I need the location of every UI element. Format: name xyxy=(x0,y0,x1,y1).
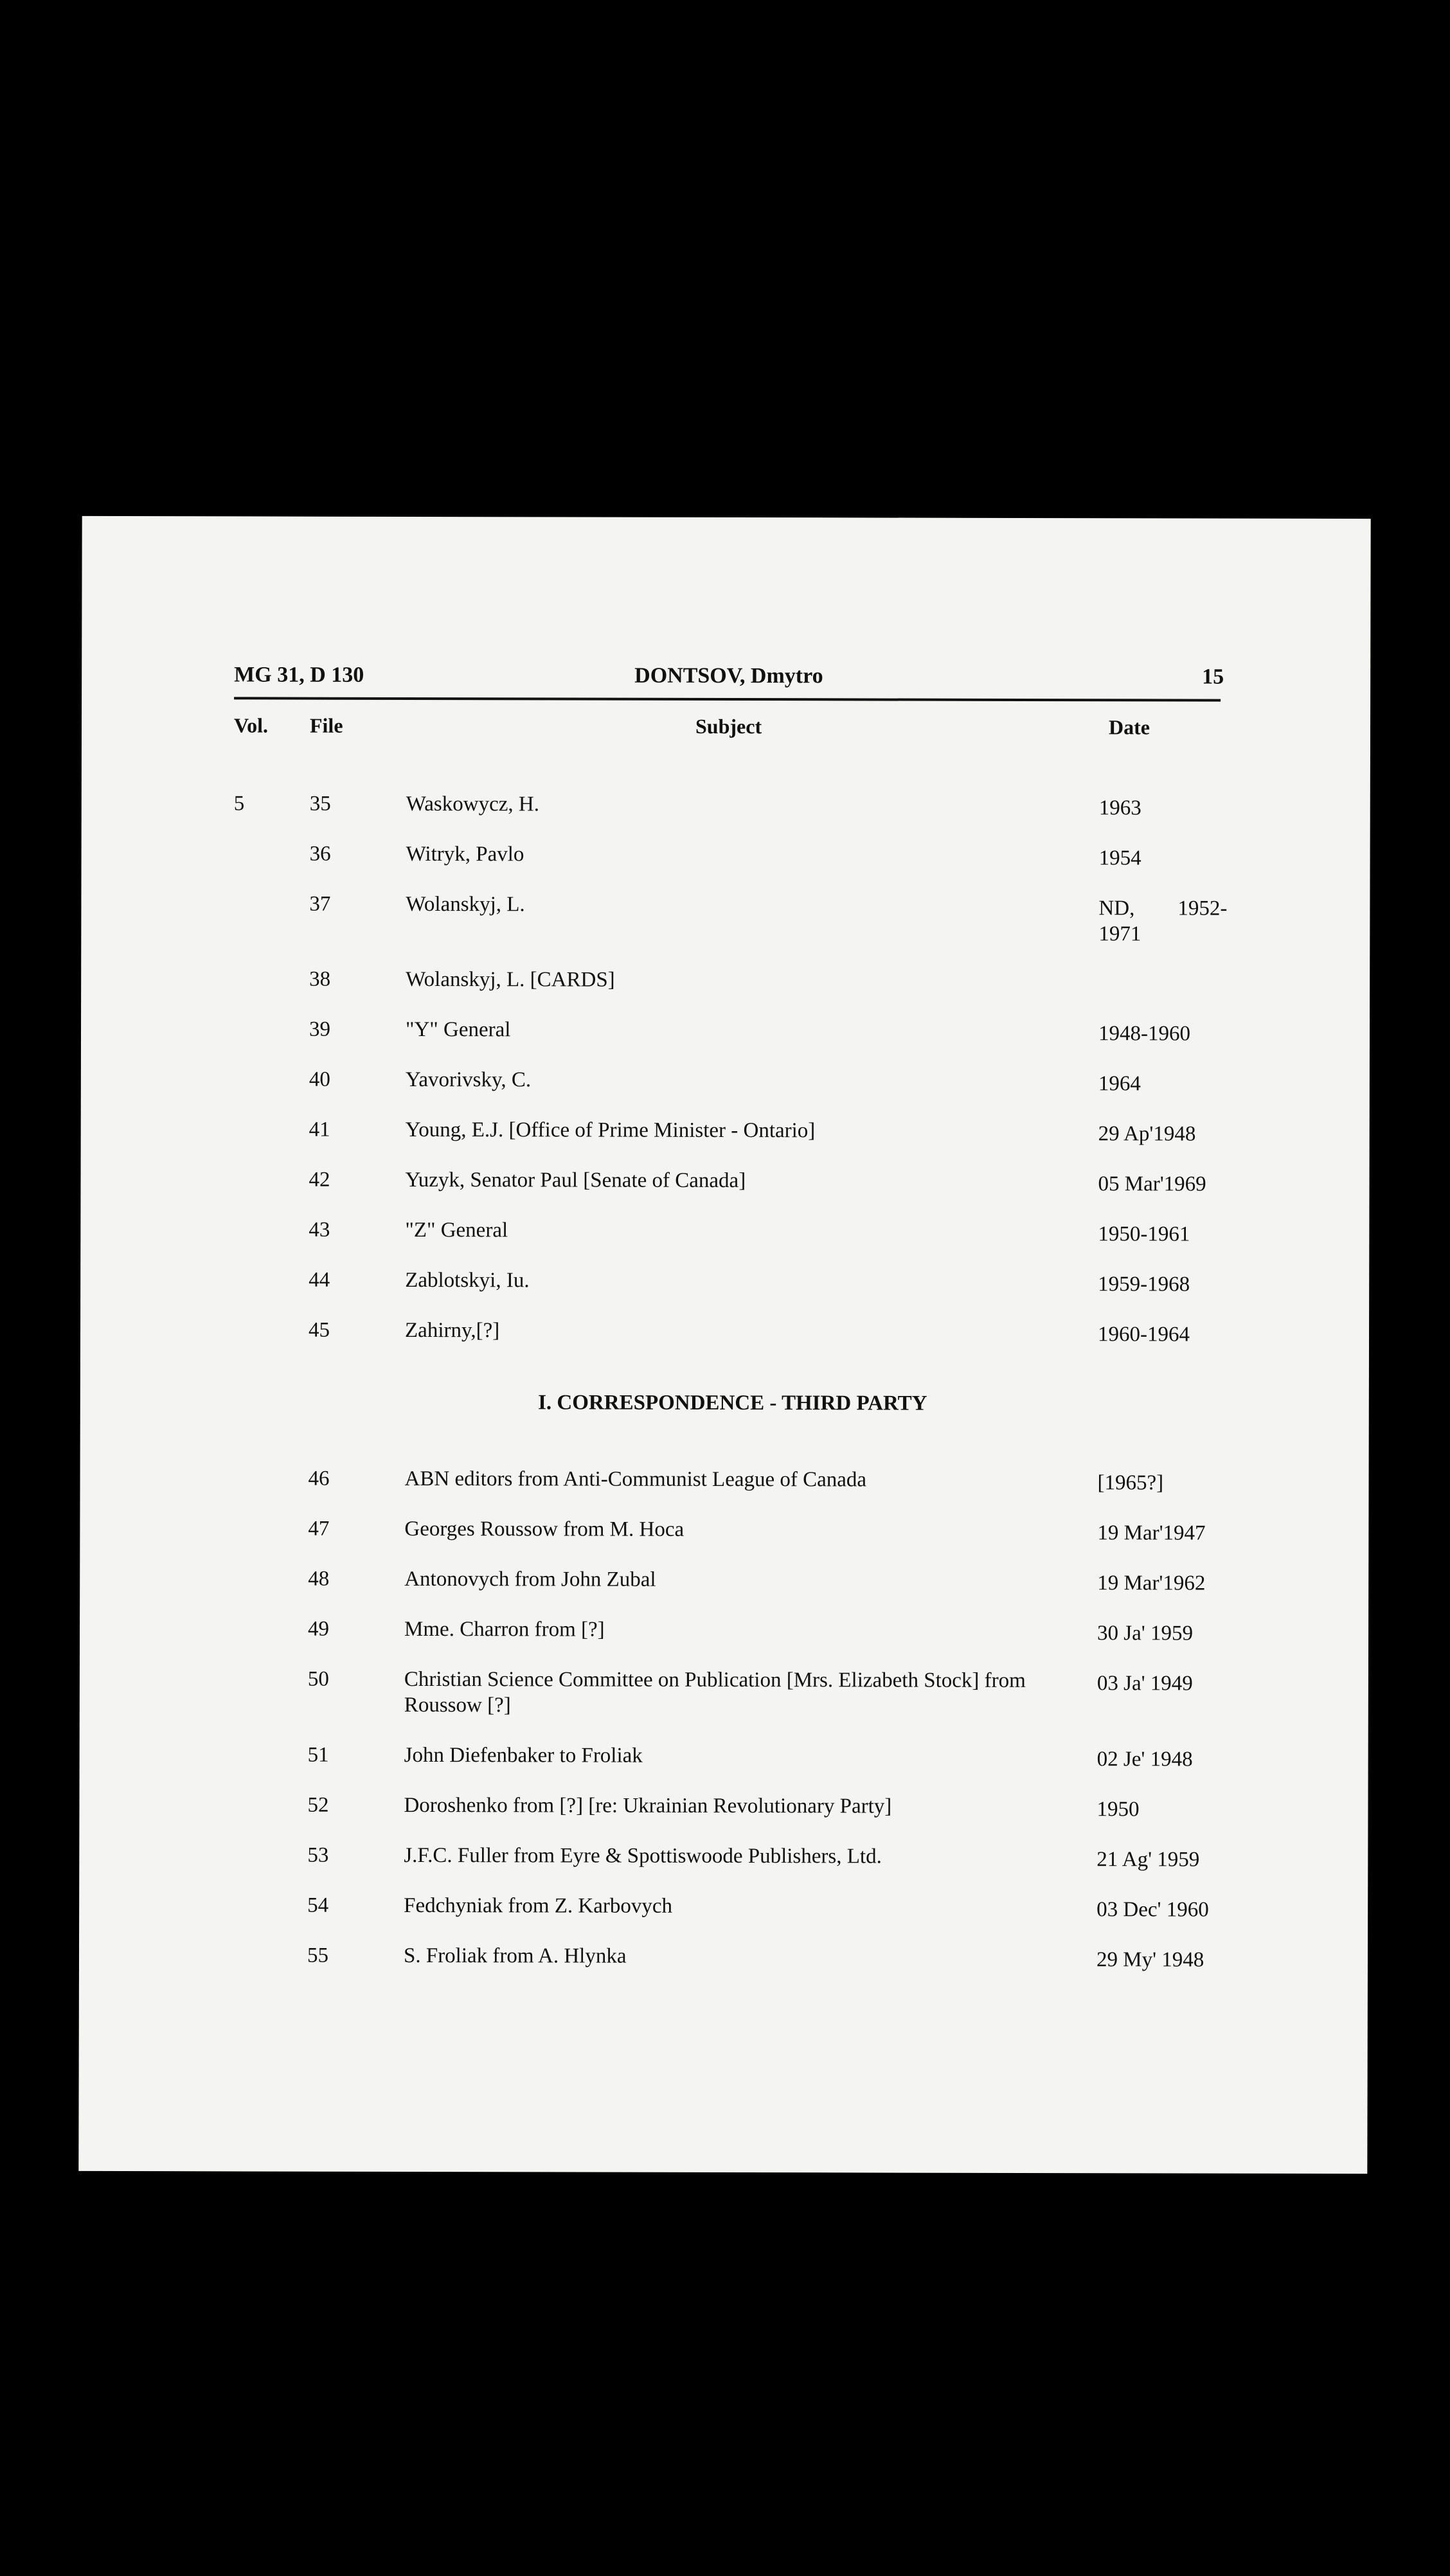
table-row xyxy=(79,1942,1368,1972)
table-row xyxy=(81,1167,1370,1196)
file-cell: 44 xyxy=(309,1268,330,1292)
column-header-date: Date xyxy=(1108,715,1150,739)
table-row xyxy=(81,1016,1370,1046)
subject-cell: J.F.C. Fuller from Eyre & Spottiswoode Publishers, Ltd. xyxy=(404,1843,882,1868)
document-page xyxy=(78,516,1370,2174)
header-rule xyxy=(234,697,1221,701)
column-header-vol: Vol. xyxy=(233,713,269,737)
table-row xyxy=(79,1892,1368,1922)
subject-cell: Christian Science Committee on Publication [Mrs. Elizabeth Stock] from Roussow [?] xyxy=(404,1667,1026,1717)
file-cell: 41 xyxy=(309,1118,330,1141)
table-row xyxy=(81,1066,1370,1096)
file-cell: 54 xyxy=(307,1893,329,1917)
reference-number: MG 31, D 130 xyxy=(234,663,364,687)
subject-cell: Yavorivsky, C. xyxy=(405,1068,532,1092)
date-cell: 1954 xyxy=(1098,846,1141,870)
subject-cell: Wolanskyj, L. [CARDS] xyxy=(406,967,615,992)
date-cell: 1959-1968 xyxy=(1098,1273,1190,1296)
file-cell: 36 xyxy=(309,842,331,866)
file-cell: 55 xyxy=(307,1944,329,1967)
subject-cell: Fedchyniak from Z. Karbovych xyxy=(404,1893,673,1918)
subject-cell: Young, E.J. [Office of Prime Minister - Ontario] xyxy=(405,1118,816,1143)
file-cell: 46 xyxy=(308,1467,330,1490)
date-cell: 21 Ag' 1959 xyxy=(1096,1848,1200,1872)
date-cell: 29 Ap'1948 xyxy=(1098,1122,1196,1146)
date-cell: 1963 xyxy=(1098,796,1141,820)
date-cell: ND, 1952-1971 xyxy=(1098,897,1228,946)
subject-cell: Antonovych from John Zubal xyxy=(404,1567,656,1591)
file-cell: 53 xyxy=(307,1843,329,1867)
table-row xyxy=(81,1116,1370,1146)
file-cell: 48 xyxy=(308,1567,330,1591)
subject-cell: Waskowycz, H. xyxy=(406,792,540,816)
table-row xyxy=(80,1566,1368,1595)
date-cell: 03 Ja' 1949 xyxy=(1096,1672,1193,1695)
file-cell: 42 xyxy=(309,1168,330,1192)
table-row xyxy=(80,1465,1369,1495)
file-cell: 47 xyxy=(308,1517,330,1541)
column-header-file: File xyxy=(309,713,343,737)
table-row xyxy=(80,1217,1369,1246)
table-row xyxy=(81,966,1370,992)
subject-cell: Witryk, Pavlo xyxy=(406,842,524,866)
table-row xyxy=(82,791,1370,820)
subject-cell: ABN editors from Anti-Communist League of Canada xyxy=(404,1467,867,1492)
file-cell: 43 xyxy=(309,1218,330,1242)
table-row xyxy=(80,1792,1368,1821)
file-cell: 39 xyxy=(309,1017,331,1041)
subject-cell: Zahirny,[?] xyxy=(405,1318,500,1343)
subject-cell: Wolanskyj, L. xyxy=(406,892,525,917)
subject-cell: "Z" General xyxy=(405,1218,508,1242)
vol-cell: 5 xyxy=(233,792,245,816)
file-cell: 40 xyxy=(309,1068,330,1091)
subject-cell: "Y" General xyxy=(405,1017,511,1042)
subject-cell: John Diefenbaker to Froliak xyxy=(404,1743,643,1767)
date-cell: 29 My' 1948 xyxy=(1096,1948,1204,1972)
file-cell: 51 xyxy=(307,1743,329,1767)
table-row xyxy=(80,1742,1368,1771)
date-cell: 1964 xyxy=(1098,1072,1141,1096)
subject-cell: Yuzyk, Senator Paul [Senate of Canada] xyxy=(405,1168,746,1193)
file-cell: 50 xyxy=(307,1667,329,1691)
subject-cell: Zablotskyi, Iu. xyxy=(405,1268,530,1292)
table-row xyxy=(82,841,1370,870)
table-row xyxy=(80,1317,1369,1346)
date-cell: 30 Ja' 1959 xyxy=(1097,1622,1194,1645)
date-cell: 1948-1960 xyxy=(1098,1022,1191,1046)
file-cell: 35 xyxy=(309,792,331,816)
table-row xyxy=(81,891,1370,946)
date-cell: [1965?] xyxy=(1097,1471,1164,1495)
file-cell: 38 xyxy=(309,967,331,991)
subject-cell: Doroshenko from [?] [re: Ukrainian Revolutionary Party] xyxy=(404,1793,892,1818)
page-number: 15 xyxy=(1202,665,1224,689)
subject-cell: S. Froliak from A. Hlynka xyxy=(403,1944,627,1968)
date-cell: 05 Mar'1969 xyxy=(1098,1172,1206,1196)
table-row xyxy=(80,1267,1369,1296)
file-cell: 45 xyxy=(309,1318,330,1342)
file-cell: 49 xyxy=(308,1617,330,1641)
table-row xyxy=(79,1842,1368,1872)
file-cell: 52 xyxy=(307,1793,329,1817)
date-cell: 1960-1964 xyxy=(1097,1323,1190,1346)
date-cell: 1950 xyxy=(1096,1798,1140,1821)
subject-cell: Georges Roussow from M. Hoca xyxy=(404,1517,685,1541)
date-cell: 19 Mar'1962 xyxy=(1097,1571,1206,1595)
table-row xyxy=(80,1666,1368,1717)
column-header-subject: Subject xyxy=(695,714,762,738)
date-cell: 19 Mar'1947 xyxy=(1097,1521,1206,1545)
date-cell: 03 Dec' 1960 xyxy=(1096,1898,1209,1922)
section-heading: I. CORRESPONDENCE - THIRD PARTY xyxy=(538,1391,927,1415)
table-row xyxy=(80,1516,1368,1545)
file-cell: 37 xyxy=(309,892,331,916)
table-row xyxy=(80,1616,1368,1645)
subject-cell: Mme. Charron from [?] xyxy=(404,1617,605,1641)
date-cell: 02 Je' 1948 xyxy=(1096,1748,1193,1771)
page-title: DONTSOV, Dmytro xyxy=(634,663,823,688)
date-cell: 1950-1961 xyxy=(1098,1222,1190,1246)
